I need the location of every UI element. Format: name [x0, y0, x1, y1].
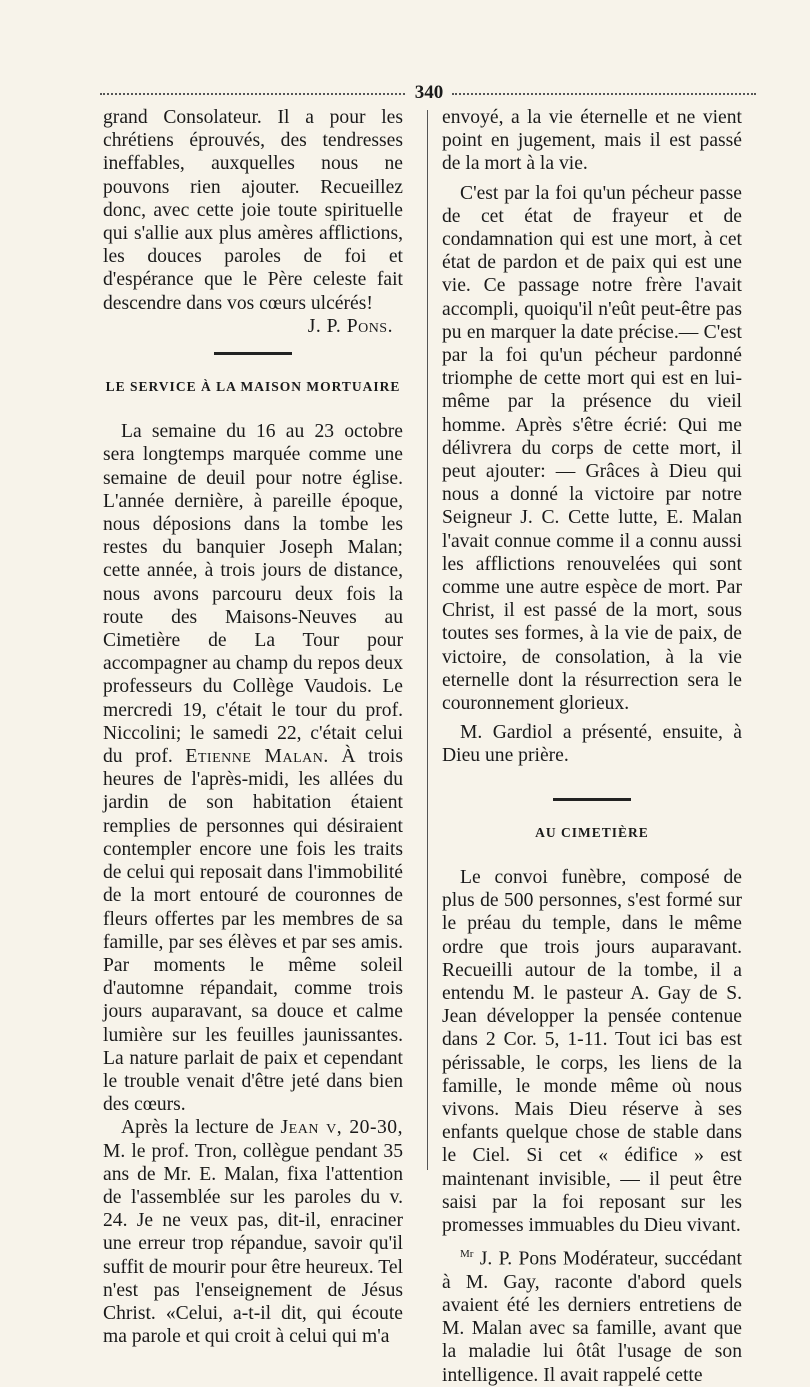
title-abbreviation: Mr [460, 1248, 474, 1261]
paragraph-lecture [103, 1116, 403, 1348]
header-rule-left [100, 93, 405, 95]
right-column [442, 106, 742, 1387]
paragraph-text: J. P. Pons Modérateur, succédant à M. Gay, raconte d'abord quels avaient été les derniers entretiens de M. Malan avec sa famille, avant que la maladie lui ôtât l'usage de son intelligence. Il avait rappelé cette [442, 1248, 742, 1386]
section-title-cimetiere: AU CIMETIÈRE [535, 824, 649, 840]
paragraph-foi: C'est par la foi qu'un pécheur passe de cet état de frayeur et de condamnation qui est une mort, à cet état de pardon et de paix qui est une vie. Ce passage notre frère l'avait accompli, quoiqu'il n'eût peut-être pas pu en marquer la date précise.— C'est par la foi qu'un pécheur pardonné triomphe de cette mort qui est en lui-même par la présence du vieil homme. Après s'être écrié: Qui me délivrera du corps de cette mort, il peut ajouter: — Grâces à Dieu qui nous a donné la victoire par notre Seigneur J. C. Cette lutte, E. Malan l'avait connue comme il a connu aussi les afflictions renouvelées qui sont comme une autre espèce de mort. Par Christ, il est passé de la mort, sous toutes ses formes, à la vie de paix, de victoire, de consolation, à la vie eternelle dont la résurrection sera le couronnement glorieux. [442, 182, 742, 715]
paragraph-service [103, 420, 403, 1116]
signature [103, 315, 393, 338]
section-separator [214, 352, 292, 355]
section-title-maison-mortuaire: LE SERVICE À LA MAISON MORTUAIRE [105, 379, 401, 395]
paragraph-continuation: envoyé, a la vie éternelle et ne vient point en jugement, mais il est passé de la mort à la vie. [442, 107, 742, 175]
column-divider [427, 110, 428, 1170]
paragraph-priere: M. Gardiol a présenté, ensuite, à Dieu une prière. [442, 722, 742, 767]
paragraph-text: M. le prof. Tron, collègue pendant 35 ans de Mr. E. Malan, fixa l'attention de l'assemblée sur les paroles du v. 24. Je ne veux pas, dit-il, enraciner une erreur trop répandue, savoir qu'il suffit de mourir pour être heureux. Tel n'est pas l'enseignement de Jésus Christ. «Celui, a-t-il dit, qui écoute ma parole et qui croit à celui qui m'a [103, 1140, 403, 1348]
person-name: Etienne Malan. [185, 746, 329, 768]
paragraph-pons [442, 1243, 742, 1387]
paragraph-text: La semaine du 16 au 23 octobre sera longtemps marquée comme une semaine de deuil pour notre église. L'année dernière, à pareille époque, nous déposions dans la tombe les restes du banquier Joseph Malan; cette année, à trois jours de distance, nous avons parcouru deux fois la route des Maisons-Neuves au Cimetière de La Tour pour accompagner au champ du repos deux professeurs du Collège Vaudois. Le mercredi 19, c'était le tour du prof. Niccolini; le samedi 22, c'était celui du prof. [103, 421, 403, 768]
opening-paragraph: grand Consolateur. Il a pour les chrétiens éprouvés, des tendresses ineffables, auxquelles nous ne pouvons rien ajouter. Recueillez donc, avec cette joie toute spirituelle qui s'allie aux plus amères afflictions, les douces paroles de foi et d'espérance que le Père celeste fait descendre dans vos cœurs ulcérés! [103, 107, 403, 314]
paragraph-convoi: Le convoi funèbre, composé de plus de 500 personnes, s'est formé sur le préau du temple, dans le même ordre que trois jours auparavant. Recueilli autour de la tombe, il a entendu M. le pasteur A. Gay de S. Jean développer la pensée contenue dans 2 Cor. 5, 1-11. Tout ici bas est périssable, le corps, les liens de la famille, le monde même où nous vivons. Mais Dieu réserve à ses enfants quelque chose de stable dans le Ciel. Si cet « édifice » est maintenant invisible, — il peut être saisi par la foi reposant sur les promesses immuables du Dieu vivant. [442, 866, 742, 1236]
signature-text: J. P. Pons. [307, 315, 393, 337]
page-header [100, 82, 756, 104]
section-separator [553, 798, 631, 801]
paragraph-text: Après la lecture de [121, 1117, 274, 1139]
page-number: 340 [414, 82, 444, 103]
left-column [103, 106, 403, 1348]
paragraph-text: À trois heures de l'après-midi, les allées du jardin de son habitation étaient remplies de personnes qui désiraient contempler encore une fois les traits de celui qui reposait dans l'immobilité de la mort entouré de couronnes de fleurs offertes par les membres de sa famille, par ses élèves et par ses amis. Par moments le même soleil d'automne répandait, comme trois jours auparavant, sa douce et calme lumière sur les feuilles jaunissantes. La nature parlait de paix et cependant le trouble venait d'être jeté dans bien des cœurs. [103, 746, 404, 1116]
header-rule-right [452, 93, 756, 95]
scripture-reference: Jean v, 20-30, [280, 1117, 403, 1139]
